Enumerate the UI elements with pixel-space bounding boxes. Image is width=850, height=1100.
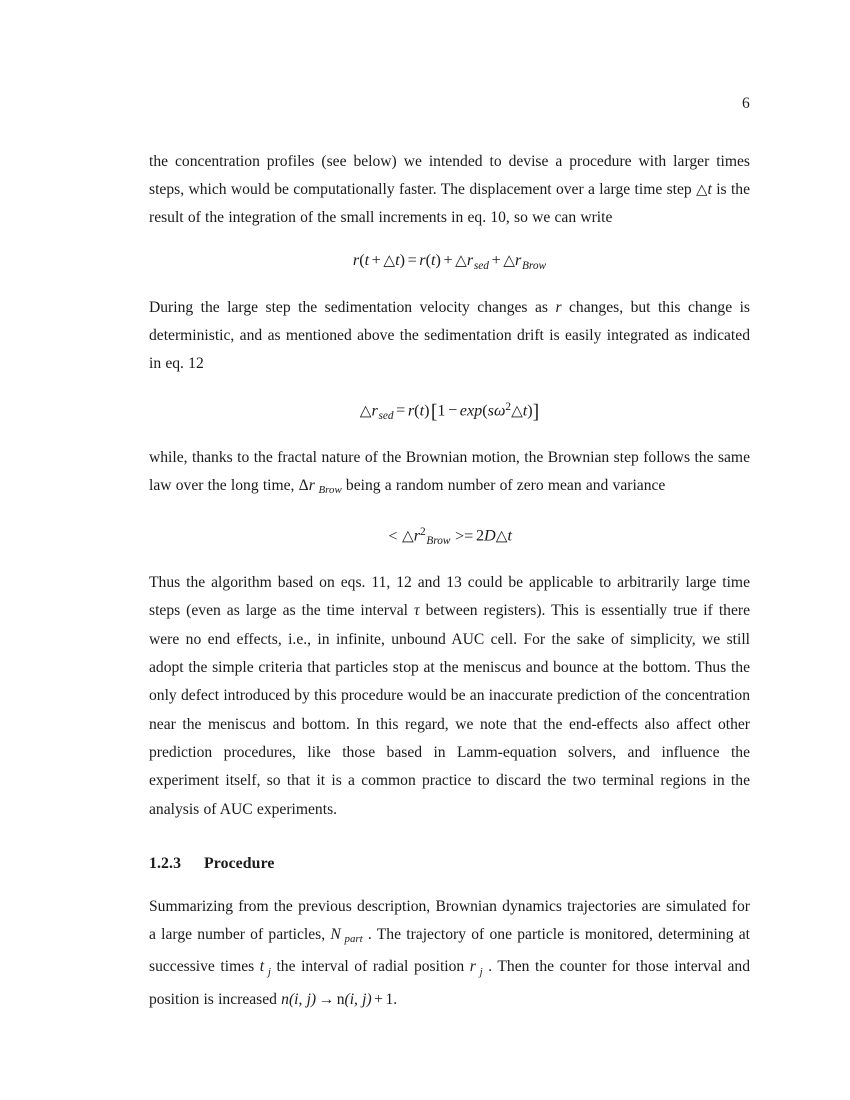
eq3-tri1: △ bbox=[401, 527, 414, 545]
eq1-t2: t bbox=[395, 251, 400, 270]
eq3-D: D bbox=[484, 526, 496, 545]
eq3-two: 2 bbox=[475, 526, 485, 545]
eq1-t1: t bbox=[364, 251, 370, 270]
eq1-tri2: △ bbox=[455, 252, 467, 270]
paragraph-procedure-text-c: the interval of radial position bbox=[270, 958, 470, 976]
section-title: Procedure bbox=[204, 854, 275, 872]
paragraph-algorithm bbox=[149, 569, 750, 824]
eq1-open1: ( bbox=[359, 251, 365, 270]
eq2-tri2: △ bbox=[511, 402, 523, 420]
subscript-j-time: j bbox=[267, 965, 271, 978]
eq1-tri1: △ bbox=[383, 252, 396, 270]
eq2-r1: r bbox=[371, 401, 378, 420]
eq2-close1: ) bbox=[424, 401, 430, 420]
eq3-less-than: < bbox=[388, 526, 398, 545]
eq2-minus: − bbox=[448, 401, 458, 420]
variable-N: N bbox=[330, 925, 341, 943]
eq2-right-bracket: ] bbox=[532, 400, 540, 423]
paragraph-algorithm-text-b: between registers). This is essentially true if there were no end effects, i.e., in infinite, unbound AUC cell. For the sake of simplicity, we still adopt the simple criteria that particles stop at the meniscus and bounce at the bottom. Thus the only defect introduced by this procedure would be an inaccurate prediction of the concentration near the meniscus and bottom. In this regard, we note that the end-effects also affect other prediction procedures, like those based in Lamm-equation solvers, and influence the experiment itself, so that it is a common practice to discard the two terminal regions in the analysis of AUC experiments. bbox=[149, 602, 750, 818]
eq2-exponent-two: 2 bbox=[505, 400, 512, 413]
paragraph-intro-text-a: the concentration profiles (see below) we intended to devise a procedure with larger times steps, which would be computationally faster. The displacement over a large time step bbox=[149, 152, 750, 198]
eq2-sub-sed: sed bbox=[378, 409, 394, 422]
paragraph-brownian bbox=[149, 444, 750, 505]
eq2-exp: exp bbox=[459, 401, 483, 420]
paragraph-algorithm-text-a: Thus the algorithm based on eqs. 11, 12 and 13 could be applicable to arbitrarily large time steps (even as large as the time interval bbox=[149, 574, 750, 620]
counter-n-italic: n bbox=[281, 991, 289, 1009]
eq3-tri2: △ bbox=[495, 527, 508, 545]
eq1-r2: r bbox=[419, 251, 426, 270]
eq1-plus1: + bbox=[371, 251, 381, 270]
eq1-r1: r bbox=[352, 251, 360, 270]
paragraph-procedure-text-b: . The trajectory of one particle is monitored, determining at successive times bbox=[149, 925, 750, 976]
variable-r-brownian: r bbox=[308, 476, 315, 494]
variable-t-j: t bbox=[259, 958, 265, 976]
paragraph-sedimentation bbox=[149, 294, 750, 379]
equation-displacement bbox=[149, 245, 750, 280]
eq2-close2: ) bbox=[527, 401, 533, 420]
page-content-column bbox=[149, 96, 750, 1014]
eq2-omega: ω bbox=[493, 401, 506, 420]
counter-n-upright: n bbox=[336, 991, 345, 1009]
counter-increment: 1. bbox=[385, 991, 398, 1009]
eq2-open1: ( bbox=[414, 401, 420, 420]
eq1-r4: r bbox=[515, 251, 522, 270]
paragraph-brownian-text-b: being a random number of zero mean and variance bbox=[341, 476, 666, 494]
eq2-equals: = bbox=[396, 401, 406, 420]
eq1-plus2: + bbox=[443, 251, 453, 270]
eq3-t: t bbox=[507, 526, 512, 545]
eq2-r2: r bbox=[407, 401, 415, 420]
eq1-r3: r bbox=[466, 251, 474, 270]
eq2-tri1: △ bbox=[359, 402, 372, 420]
eq1-sub-sed: sed bbox=[473, 259, 489, 272]
counter-args-2: (i, j) bbox=[344, 991, 372, 1009]
arrow-icon: → bbox=[318, 991, 335, 1009]
subscript-j-radial: j bbox=[479, 965, 483, 978]
page-number: 6 bbox=[742, 95, 750, 112]
variable-t: t bbox=[707, 180, 712, 198]
eq1-sub-brow: Brow bbox=[521, 259, 547, 272]
delta-symbol: △ bbox=[696, 181, 708, 198]
paragraph-procedure bbox=[149, 893, 750, 1015]
eq1-tri3: △ bbox=[503, 252, 515, 270]
eq3-r1: r bbox=[413, 526, 421, 545]
paragraph-sedimentation-text-b: changes, but this change is deterministic, and as mentioned above the sedimentation drift is easily integrated as indicated in eq. 12 bbox=[149, 298, 750, 373]
paragraph-sedimentation-text-a: During the large step the sedimentation velocity changes as bbox=[149, 298, 556, 316]
eq1-t3: t bbox=[430, 251, 436, 270]
eq2-s: s bbox=[487, 401, 494, 420]
variable-tau: τ bbox=[414, 602, 420, 620]
paragraph-intro bbox=[149, 148, 750, 233]
eq2-open2: ( bbox=[482, 401, 488, 420]
counter-plus: + bbox=[374, 991, 383, 1009]
eq1-close1: ) bbox=[399, 251, 405, 270]
eq1-equals: = bbox=[407, 251, 417, 270]
eq1-close2: ) bbox=[435, 251, 441, 270]
paragraph-brownian-text-a: while, thanks to the fractal nature of the Brownian motion, the Brownian step follows the same law over the long time, bbox=[149, 448, 750, 494]
eq2-left-bracket: [ bbox=[430, 400, 438, 423]
variable-r: r bbox=[555, 298, 562, 316]
paragraph-intro-text-b: is the result of the integration of the small increments in eq. 10, so we can write bbox=[149, 180, 751, 227]
eq1-plus3: + bbox=[491, 251, 501, 270]
paragraph-procedure-text-d: . Then the counter for those interval and position is increased bbox=[149, 958, 750, 1009]
eq2-t2: t bbox=[522, 401, 528, 420]
equation-variance bbox=[149, 517, 750, 556]
eq3-sub-brow: Brow bbox=[426, 535, 451, 548]
section-number: 1.2.3 bbox=[149, 854, 182, 872]
delta-symbol-brownian: Δ bbox=[298, 476, 309, 494]
eq1-open2: ( bbox=[425, 251, 431, 270]
paragraph-procedure-text-a: Summarizing from the previous description, Brownian dynamics trajectories are simulated for a large number of particles, bbox=[149, 897, 750, 943]
eq2-one: 1 bbox=[437, 401, 446, 420]
counter-args-1: (i, j) bbox=[288, 991, 317, 1009]
eq2-t1: t bbox=[419, 401, 425, 420]
eq3-exponent-two: 2 bbox=[420, 526, 426, 539]
section-heading-procedure bbox=[149, 854, 750, 874]
equation-sedimentation-step bbox=[149, 392, 750, 431]
subscript-brow: Brow bbox=[318, 484, 342, 497]
subscript-part: part bbox=[344, 933, 363, 946]
eq3-greater-equals: >= bbox=[455, 526, 474, 545]
variable-r-j: r bbox=[469, 958, 476, 976]
